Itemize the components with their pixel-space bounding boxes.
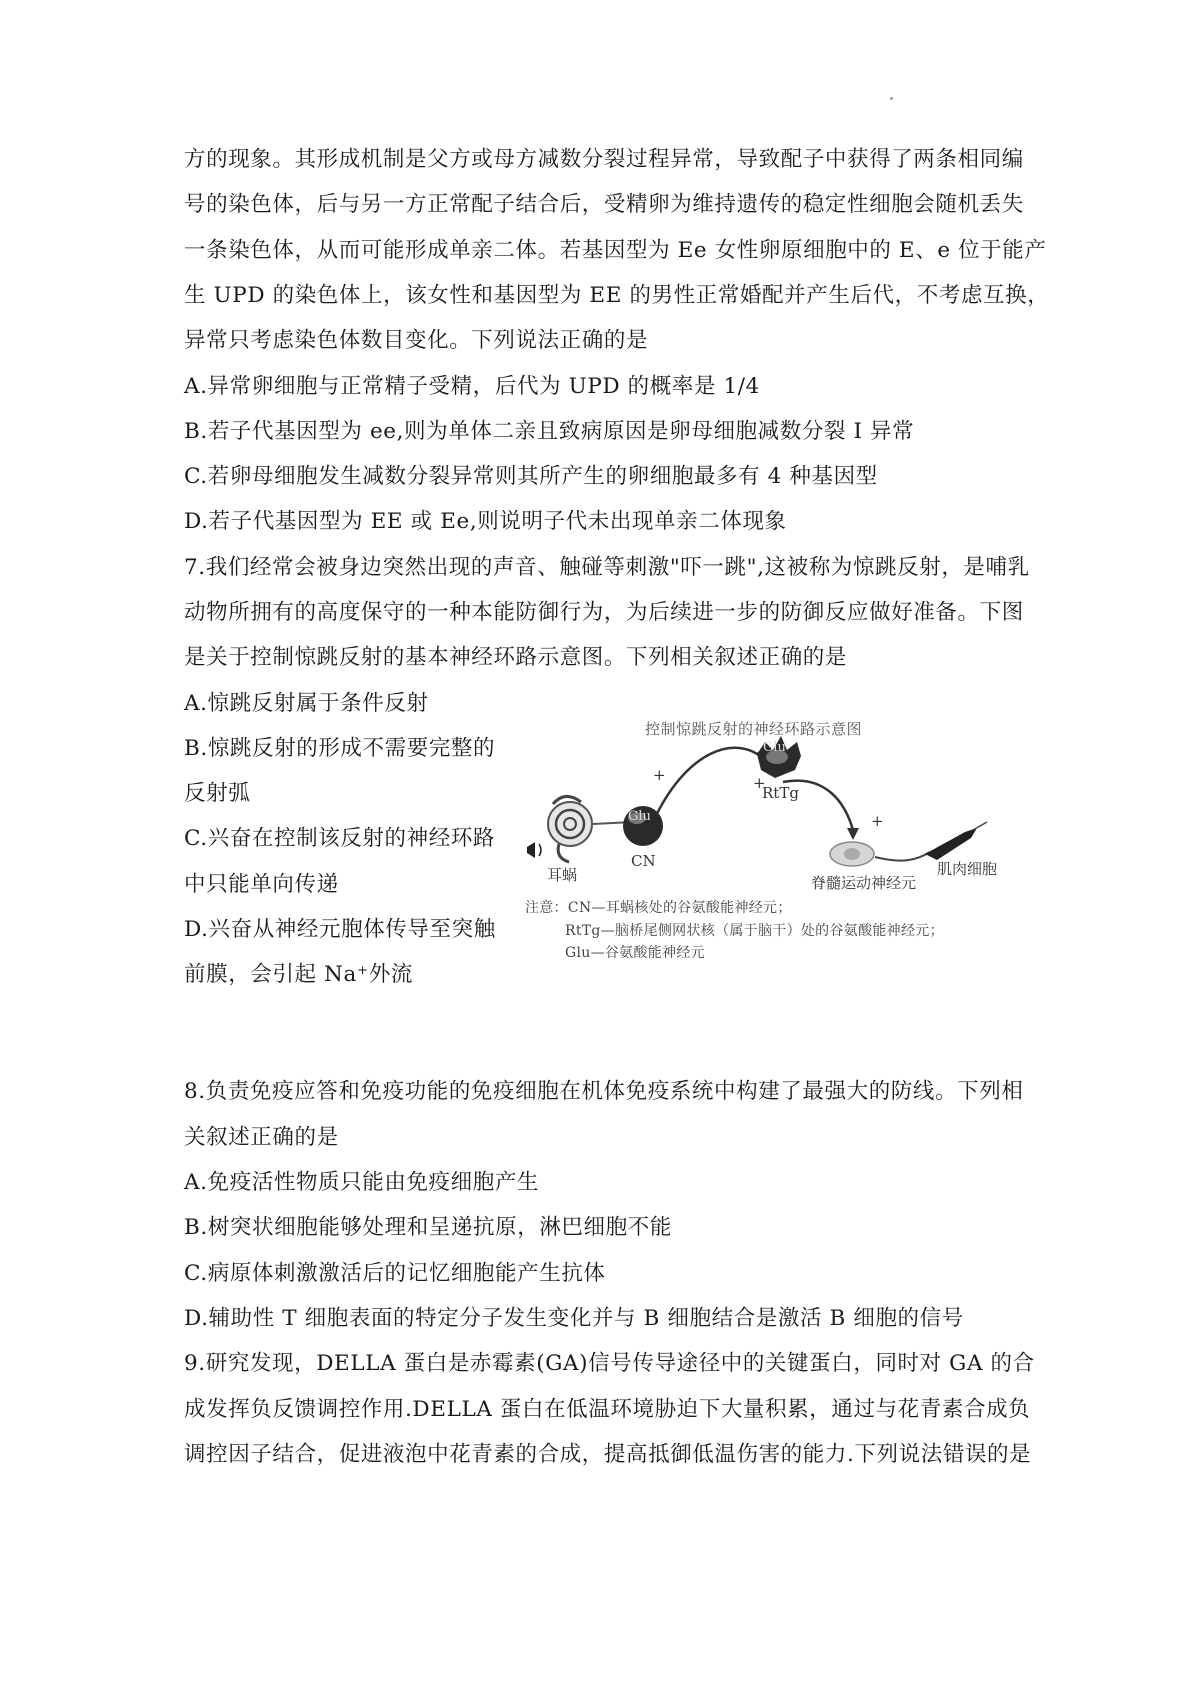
text-line: 号的染色体，后与另一方正常配子结合后，受精卵为维持遗传的稳定性细胞会随机丢失 [184, 192, 1024, 217]
option-b: B.惊跳反射的形成不需要完整的 [184, 736, 496, 761]
cochlea-icon [548, 796, 592, 862]
plus-sign: + [653, 766, 666, 784]
figure-note: RtTg—脑桥尾侧网状核（属于脑干）处的谷氨酸能神经元； [565, 923, 944, 939]
option-a: A.异常卵细胞与正常精子受精，后代为 UPD 的概率是 1/4 [184, 374, 760, 399]
option-a: A.免疫活性物质只能由免疫细胞产生 [184, 1170, 540, 1195]
cell-label-glu: Glu [628, 809, 651, 824]
question-9-stem: 9.研究发现，DELLA 蛋白是赤霉素(GA)信号传导途径中的关键蛋白，同时对 GA 的合 [184, 1351, 1035, 1376]
option-c: C.兴奋在控制该反射的神经环路 [184, 826, 496, 851]
figure-title: 控制惊跳反射的神经环路示意图 [645, 720, 863, 738]
figure-note: Glu—谷氨酸能神经元 [565, 945, 705, 961]
option-b: B.若子代基因型为 ee,则为单体二亲且致病原因是卵母细胞减数分裂 I 异常 [184, 419, 915, 444]
figure-note: 注意：CN—耳蜗核处的谷氨酸能神经元； [525, 900, 792, 916]
speaker-icon [527, 842, 541, 858]
option-b: B.树突状细胞能够处理和呈递抗原，淋巴细胞不能 [184, 1215, 672, 1240]
option-d: D.若子代基因型为 EE 或 Ee,则说明子代未出现单亲二体现象 [184, 509, 787, 534]
text-line: 调控因子结合，促进液泡中花青素的合成，提高抵御低温伤害的能力.下列说法错误的是 [184, 1442, 1032, 1467]
cell-label-glu: Glu [763, 740, 786, 755]
option-d: D.兴奋从神经元胞体传导至突触 [184, 917, 496, 942]
axon-spinal-to-muscle [875, 852, 930, 861]
option-c-cont: 中只能单向传递 [184, 872, 339, 897]
text-line: 关叙述正确的是 [184, 1125, 339, 1150]
plus-sign: + [753, 774, 766, 792]
question-stem-end: 异常只考虑染色体数目变化。下列说法正确的是 [184, 328, 649, 353]
label-spinal-motor-neuron: 脊髓运动神经元 [811, 874, 917, 892]
text-line: 一条染色体，从而可能形成单亲二体。若基因型为 Ee 女性卵原细胞中的 E、e 位于能产 [184, 238, 1047, 263]
label-rttg: RtTg [762, 784, 799, 802]
text-line: 生 UPD 的染色体上，该女性和基因型为 EE 的男性正常婚配并产生后代，不考虑互换， [184, 283, 1050, 308]
spinal-cord-icon [830, 842, 874, 866]
label-cn: CN [631, 852, 656, 870]
option-c: C.若卵母细胞发生减数分裂异常则其所产生的卵细胞最多有 4 种基因型 [184, 464, 878, 489]
text-line: 动物所拥有的高度保守的一种本能防御行为，为后续进一步的防御反应做好准备。下图 [184, 600, 1024, 625]
option-d: D.辅助性 T 细胞表面的特定分子发生变化并与 B 细胞结合是激活 B 细胞的信号 [184, 1306, 964, 1331]
plus-sign: + [871, 812, 884, 830]
label-ear: 耳蜗 [547, 866, 578, 884]
option-b-cont: 反射弧 [184, 781, 251, 806]
label-muscle-cell: 肌肉细胞 [937, 860, 998, 878]
scan-speck [890, 97, 893, 100]
option-c: C.病原体刺激激活后的记忆细胞能产生抗体 [184, 1261, 606, 1286]
option-d-cont: 前膜，会引起 Na⁺外流 [184, 962, 414, 987]
text-line: 是关于控制惊跳反射的基本神经环路示意图。下列相关叙述正确的是 [184, 645, 848, 670]
text-line: 成发挥负反馈调控作用.DELLA 蛋白在低温环境胁迫下大量积累，通过与花青素合成负 [184, 1397, 1031, 1422]
question-7-stem: 7.我们经常会被身边突然出现的声音、触碰等刺激"吓一跳",这被称为惊跳反射，是哺乳 [184, 555, 1030, 580]
text-line: 方的现象。其形成机制是父方或母方减数分裂过程异常，导致配子中获得了两条相同编 [184, 147, 1024, 172]
option-a: A.惊跳反射属于条件反射 [184, 691, 429, 716]
muscle-icon [925, 822, 987, 860]
axon-cn-to-rttg [653, 748, 765, 822]
arrowhead [847, 828, 859, 840]
neural-circuit-figure [525, 712, 1025, 962]
question-8-stem: 8.负责免疫应答和免疫功能的免疫细胞在机体免疫系统中构建了最强大的防线。下列相 [184, 1079, 1024, 1104]
